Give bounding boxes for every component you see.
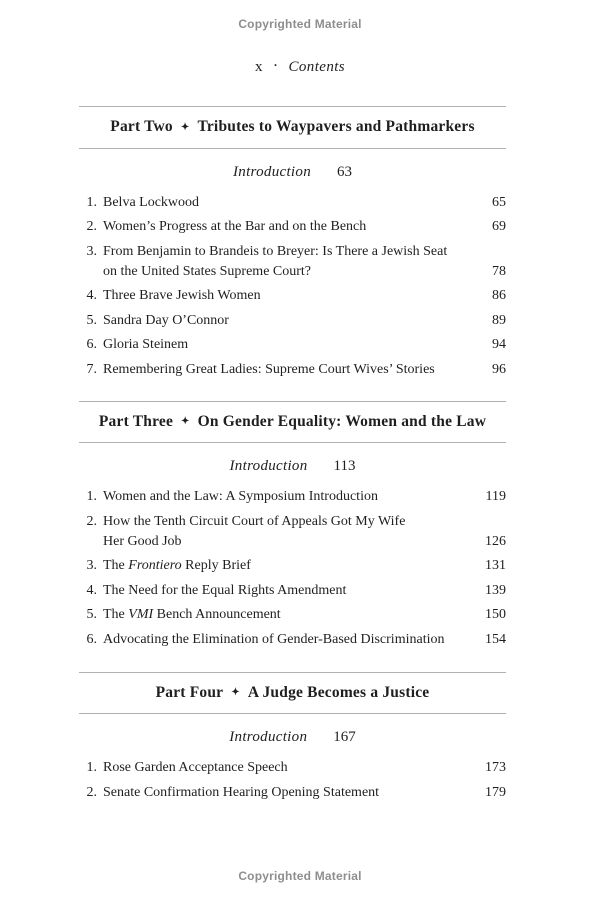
toc-section-part-three [79, 401, 506, 650]
toc-entry [79, 335, 506, 355]
entry-page-number: 119 [485, 489, 506, 504]
entry-number: 2. [86, 513, 97, 529]
toc-entry-row-continued [79, 262, 506, 282]
introduction-label: Introduction [232, 163, 312, 180]
entry-title-text: Bench Announcement [153, 607, 281, 622]
entry-title: Women’s Progress at the Bar and on the Bench [103, 219, 367, 234]
toc-entry-row [79, 487, 506, 507]
copyright-notice-top: Copyrighted Material [238, 17, 362, 31]
part-label: Part Four [155, 683, 224, 701]
entry-title: Rose Garden Acceptance Speech [103, 760, 288, 775]
introduction-label: Introduction [229, 729, 308, 745]
toc-entries [79, 758, 506, 803]
entry-page-number: 89 [492, 312, 506, 328]
toc-section-part-two [79, 106, 506, 380]
part-label: Part Three [98, 412, 174, 430]
entry-title-text: The [103, 558, 129, 573]
entry-title: Remembering Great Ladies: Supreme Court Wives’ Stories [103, 361, 435, 377]
entry-title-italic: Frontiero [128, 558, 182, 573]
toc-entry [79, 758, 506, 778]
entry-title-text: The [103, 607, 129, 622]
four-pointed-star-icon: ✦ [231, 687, 240, 698]
entry-title-text: Reply Brief [181, 558, 251, 573]
introduction-page-number: 113 [333, 458, 356, 474]
entry-page-number: 126 [485, 533, 506, 549]
entry-title: Sandra Day O’Connor [103, 312, 229, 328]
entry-title [103, 556, 485, 576]
entry-number: 7. [86, 361, 97, 377]
entry-number: 6. [86, 631, 97, 647]
toc-entry [79, 581, 506, 601]
introduction-entry [79, 729, 506, 746]
entry-title: The Need for the Equal Rights Amendment [103, 582, 347, 598]
toc-entry-row [79, 217, 506, 237]
four-pointed-star-icon: ✦ [181, 416, 190, 427]
toc-entry-row [79, 360, 506, 380]
toc-entry-row [79, 311, 506, 331]
entry-title: Women and the Law: A Symposium Introduction [103, 489, 378, 504]
toc-entry [79, 783, 506, 803]
entry-page-number: 69 [492, 219, 506, 234]
entry-number: 1. [86, 760, 97, 775]
copyright-notice-bottom: Copyrighted Material [238, 869, 362, 883]
entry-page-number: 154 [485, 631, 506, 647]
toc-entry [79, 556, 506, 576]
entry-page-number: 131 [485, 558, 506, 573]
entry-title: Three Brave Jewish Women [103, 288, 261, 303]
entry-page-number: 86 [492, 288, 506, 303]
toc-entry [79, 286, 506, 306]
four-pointed-star-icon: ✦ [180, 121, 190, 133]
entry-title: Advocating the Elimination of Gender-Based Discrimination [103, 631, 445, 647]
entry-title [103, 605, 485, 625]
toc-entry [79, 360, 506, 380]
toc-entry-row [79, 335, 506, 355]
entry-title: How the Tenth Circuit Court of Appeals Got My Wife [103, 513, 406, 529]
toc-entry [79, 311, 506, 331]
entry-number: 5. [86, 312, 97, 328]
entry-number: 3. [86, 243, 97, 259]
toc-entries [79, 193, 506, 380]
toc-content [79, 106, 506, 803]
toc-entry-row [79, 193, 506, 213]
entry-title: Belva Lockwood [103, 194, 200, 210]
entry-number: 3. [86, 558, 97, 573]
entry-title-continued: on the United States Supreme Court? [103, 263, 312, 279]
part-heading [79, 672, 506, 715]
entry-page-number: 96 [492, 361, 506, 377]
toc-entry-row [79, 242, 506, 262]
running-title: Contents [288, 59, 346, 75]
entry-number: 4. [86, 288, 97, 303]
entry-title-continued: Her Good Job [103, 533, 182, 549]
part-title: Tributes to Waypavers and Pathmarkers [197, 118, 475, 135]
part-title: On Gender Equality: Women and the Law [197, 412, 487, 430]
part-label: Part Two [110, 118, 173, 135]
entry-number: 1. [86, 194, 97, 210]
running-head [0, 57, 600, 76]
introduction-page-number: 63 [337, 163, 353, 180]
toc-entry-row [79, 783, 506, 803]
entry-page-number: 78 [492, 263, 506, 279]
introduction-label: Introduction [229, 458, 308, 474]
entry-title: Senate Confirmation Hearing Opening Statement [103, 784, 380, 800]
folio-page-number: x [254, 59, 263, 75]
part-title: A Judge Becomes a Justice [247, 683, 430, 701]
entry-number: 5. [86, 607, 97, 622]
toc-entry [79, 630, 506, 650]
toc-entry-row-continued [79, 532, 506, 552]
part-heading [79, 106, 506, 149]
entry-number: 6. [86, 337, 97, 352]
entry-page-number: 173 [485, 760, 506, 775]
part-heading [79, 401, 506, 444]
introduction-entry [79, 164, 506, 181]
toc-entry-row [79, 286, 506, 306]
entry-page-number: 139 [485, 582, 506, 598]
entry-page-number: 179 [485, 784, 506, 800]
toc-entry [79, 242, 506, 282]
toc-entry [79, 605, 506, 625]
entry-number: 2. [86, 219, 97, 234]
toc-entries [79, 487, 506, 650]
entry-title: Gloria Steinem [103, 337, 189, 352]
introduction-page-number: 167 [333, 729, 356, 745]
toc-entry-row [79, 581, 506, 601]
entry-number: 1. [86, 489, 97, 504]
toc-entry-row [79, 556, 506, 576]
entry-page-number: 65 [492, 194, 506, 210]
toc-entry-row [79, 630, 506, 650]
introduction-entry [79, 458, 506, 475]
toc-entry-row [79, 605, 506, 625]
toc-entry-row [79, 758, 506, 778]
entry-number: 4. [86, 582, 97, 598]
toc-entry [79, 487, 506, 507]
entry-title-italic: VMI [128, 607, 154, 622]
entry-title: From Benjamin to Brandeis to Breyer: Is There a Jewish Seat [103, 243, 448, 259]
entry-page-number: 150 [485, 607, 506, 622]
toc-entry [79, 512, 506, 552]
toc-entry [79, 193, 506, 213]
entry-page-number: 94 [492, 337, 506, 352]
separator-dot: · [273, 58, 278, 72]
toc-section-part-four [79, 672, 506, 803]
toc-entry-row [79, 512, 506, 532]
toc-entry [79, 217, 506, 237]
entry-number: 2. [86, 784, 97, 800]
